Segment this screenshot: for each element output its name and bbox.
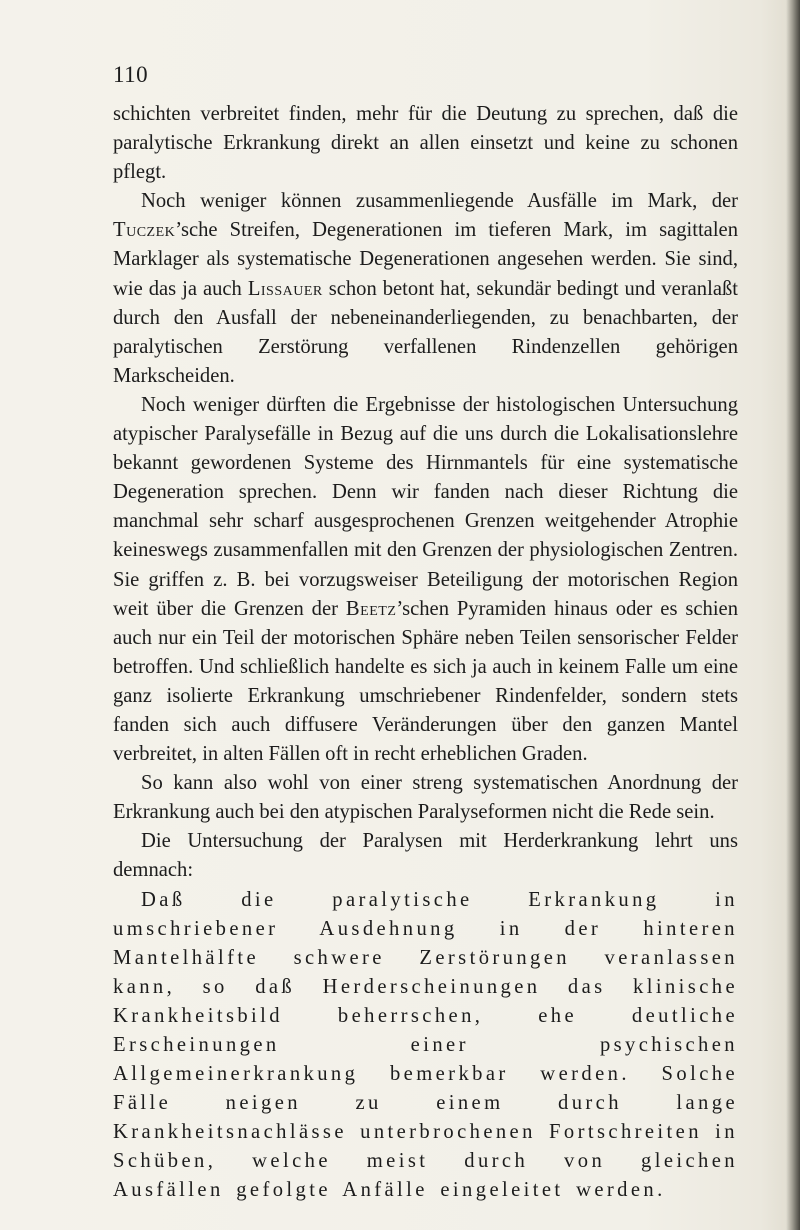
page-edge-shadow: [786, 0, 800, 1230]
paragraph-text: Daß die paralytische Erkrankung in umschriebener Ausdehnung in der hinteren Mantelhälfte schwere Zerstörungen veranlassen kann, so daß Herderscheinungen das klinische Krankheitsbild beherrschen, ehe deutliche Erscheinungen einer psychischen Allgemeinerkrankung bemerkbar werden. Solche Fälle neigen zu einem durch lange Krankheitsnachlässe unterbrochenen Fortschreiten in Schüben, welche meist durch von gleichen Ausfällen gefolgte Anfälle eingeleitet werden.: [113, 888, 738, 1202]
paragraph-6-conclusion: [113, 886, 738, 1206]
paragraph-text: Noch weniger können zusammenliegende Ausfälle im Mark, der: [141, 190, 738, 213]
paragraph-4: [113, 769, 738, 827]
paragraph-text: Noch weniger dürften die Ergebnisse der histologischen Untersuchung atypischer Paralysefälle in Bezug auf die uns durch die Lokalisationslehre bekannt gewordenen Systeme des Hirnmantels für eine systematische Degeneration sprechen. Denn wir fanden nach dieser Richtung die manchmal sehr scharf ausgesprochenen Grenzen weitgehender Atrophie keineswegs zusammenfallen mit den Grenzen der physiologischen Zentren. Sie griffen z. B. bei vorzugsweiser Beteiligung der motorischen Region weit über die Grenzen der: [113, 393, 738, 620]
paragraph-5: [113, 827, 738, 885]
paragraph-text: So kann also wohl von einer streng systematischen Anordnung der Erkrankung auch bei den atypischen Paralyseformen nicht die Rede sein.: [113, 772, 738, 824]
body-text: [113, 100, 738, 1206]
paragraph-text: ’schen Pyramiden hinaus oder es schien auch nur ein Teil der motorischen Sphäre neben Teilen sensorischer Felder betroffen. Und schließlich handelte es sich ja auch in keinem Falle um eine ganz isolierte Erkrankung umschriebener Rindenfelder, sondern stets fanden sich auch diffusere Veränderungen über den ganzen Mantel verbreitet, in alten Fällen oft in recht erheblichen Graden.: [113, 597, 738, 766]
author-name-lissauer: Lissauer: [247, 277, 323, 300]
paragraph-text: ’sche Streifen, Degenerationen im tieferen Mark, im sagittalen Marklager als systematische Degenerationen angesehen werden. Sie sind, wie das ja auch: [113, 219, 738, 300]
paragraph-3: [113, 391, 738, 769]
paragraph-text: Die Untersuchung der Paralysen mit Herderkrankung lehrt uns demnach:: [113, 830, 738, 882]
author-name-tuczek: Tuczek: [113, 219, 176, 242]
author-name-beetz: Beetz: [345, 597, 397, 620]
paragraph-text: schon betont hat, sekundär bedingt und veranlaßt durch den Ausfall der nebeneinanderliegenden, zu benachbarten, der paralytischen Zerstörung verfallenen Rindenzellen gehörigen Markscheiden.: [113, 277, 738, 387]
page-number: 110: [113, 62, 149, 87]
paragraph-1: [113, 100, 738, 187]
paragraph-text: schichten verbreitet finden, mehr für die Deutung zu sprechen, daß die paralytische Erkrankung direkt an allen einsetzt und keine zu schonen pflegt.: [113, 103, 738, 184]
paragraph-2: [113, 187, 738, 391]
